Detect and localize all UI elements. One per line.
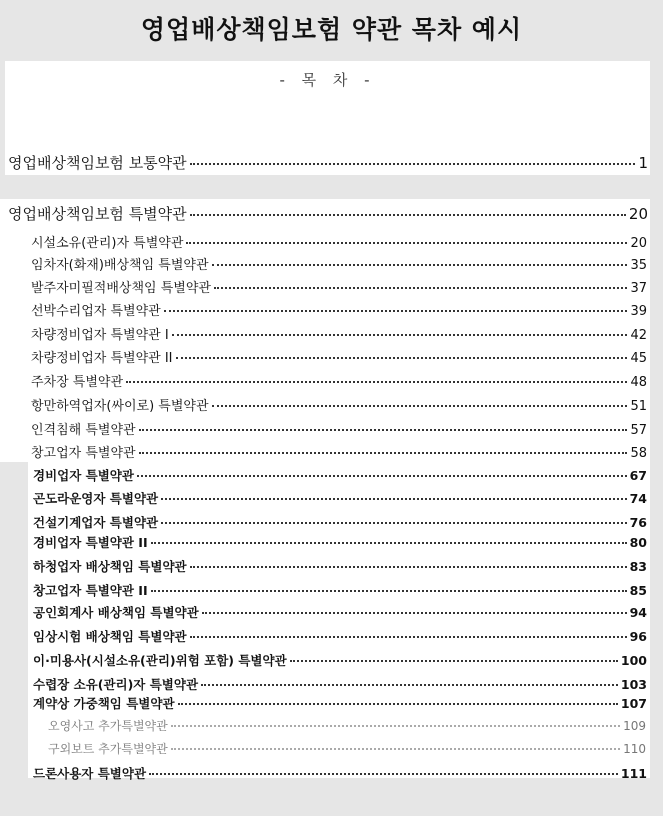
toc-entry [33,651,647,669]
toc-entry [33,581,647,599]
toc-entry-page: 111 [620,766,647,781]
toc-entry-page: 109 [623,719,646,733]
leader-dots [202,602,627,615]
leader-dots [290,650,618,663]
toc-entry-page: 67 [629,468,647,483]
toc-entry [33,764,647,782]
toc-entry-page: 85 [629,583,647,598]
leader-dots [171,738,620,750]
toc-entry [31,254,647,273]
toc-entry-page: 42 [630,328,647,343]
leader-dots [190,626,627,639]
toc-entry [33,694,647,712]
leader-dots [149,763,618,776]
toc-entry-label: 영업배상책임보험 보통약관 [8,154,187,172]
toc-entry-page: 48 [630,375,647,390]
toc-entry-page: 76 [629,515,647,530]
toc-entry-page: 57 [630,423,647,438]
toc-entry-label: 영업배상책임보험 특별약관 [8,205,187,223]
leader-dots [172,323,628,336]
toc-entry-label: 이·미용사(시설소유(관리)위험 포함) 특별약관 [33,653,287,668]
toc-entry [31,277,647,296]
toc-entry-label: 임상시험 배상책임 특별약관 [33,629,187,644]
toc-entry [33,466,647,484]
toc-entry-page: 35 [630,258,647,273]
toc-entry-label: 곤도라운영자 특별약관 [33,491,159,506]
toc-entry-label: 공인회계사 배상책임 특별약관 [33,605,199,620]
toc-entry-label: 건설기계업자 특별약관 [33,515,159,530]
toc-entry-page: 110 [623,742,646,756]
toc-entry [8,152,648,173]
toc-entry-page: 20 [630,236,647,251]
toc-entry-label: 수렵장 소유(관리)자 특별약관 [33,677,199,692]
toc-entry-label: 주차장 특별약관 [31,375,124,390]
leader-dots [190,201,626,216]
toc-entry-label: 임차자(화재)배상책임 특별약관 [31,258,209,273]
toc-entry [48,717,646,734]
leader-dots [161,512,626,525]
toc-entry-page: 103 [620,677,647,692]
leader-dots [190,556,627,569]
toc-entry [33,513,647,531]
toc-entry [33,675,647,693]
toc-entry-label: 차량정비업자 특별약관 I [31,328,169,343]
toc-entry-page: 100 [620,653,647,668]
leader-dots [201,674,618,687]
leader-dots [186,231,627,244]
toc-entry-page: 1 [638,154,648,172]
toc-entry-label: 인격침해 특별약관 [31,423,136,438]
toc-entry [31,232,647,251]
toc-entry-page: 83 [629,559,647,574]
toc-entry [33,557,647,575]
toc-entry-label: 경비업자 특별약관 II [33,535,148,550]
leader-dots [151,580,627,593]
toc-entry-page: 58 [630,446,647,461]
toc-entry-page: 37 [630,281,647,296]
toc-entry-page: 20 [628,205,648,223]
leader-dots [176,346,628,359]
leader-dots [178,693,618,706]
leader-dots [126,370,627,383]
toc-entry [31,419,647,438]
toc-entry [31,371,647,390]
toc-entry-page: 96 [629,629,647,644]
toc-entry [33,627,647,645]
leader-dots [212,394,628,407]
leader-dots [190,150,636,165]
toc-entry-label: 오영사고 추가특별약관 [48,719,168,733]
leader-dots [171,715,620,727]
toc-entry-label: 선박수리업자 특별약관 [31,304,161,319]
toc-entry-page: 74 [629,491,647,506]
page-title: 영업배상책임보험 약관 목차 예시 [140,15,523,44]
toc-entry [33,489,647,507]
toc-entry-label: 발주자미필적배상책임 특별약관 [31,281,211,296]
toc-entry-label: 구외보트 추가특별약관 [48,742,168,756]
leader-dots [139,418,628,431]
toc-entry [31,324,647,343]
toc-entry-page: 80 [629,535,647,550]
leader-dots [151,532,627,545]
toc-entry [31,347,647,366]
toc-entry [48,740,646,757]
leader-dots [137,465,627,478]
toc-entry [8,203,648,224]
leader-dots [161,488,626,501]
leader-dots [164,299,628,312]
toc-entry [31,395,647,414]
toc-entry [31,442,647,461]
toc-entry [33,533,647,551]
toc-entry-label: 드론사용자 특별약관 [33,766,147,781]
toc-entry-page: 107 [620,696,647,711]
leader-dots [212,253,628,266]
toc-entry-label: 계약상 가중책임 특별약관 [33,696,175,711]
leader-dots [139,441,628,454]
toc-entry-label: 시설소유(관리)자 특별약관 [31,236,184,251]
toc-entry-label: 경비업자 특별약관 [33,468,134,483]
toc-entry-page: 51 [630,399,647,414]
toc-entry [31,300,647,319]
toc-entry-label: 창고업자 특별약관 II [33,583,148,598]
toc-entry-label: 창고업자 특별약관 [31,446,136,461]
leader-dots [214,276,628,289]
toc-entry-page: 45 [630,351,647,366]
toc-heading: - 목 차 - [279,71,376,89]
toc-entry-label: 항만하역업자(싸이로) 특별약관 [31,399,209,414]
toc-entry-label: 하청업자 배상책임 특별약관 [33,559,187,574]
toc-entry [33,603,647,621]
toc-entry-page: 39 [630,304,647,319]
toc-entry-label: 차량정비업자 특별약관 II [31,351,173,366]
toc-entry-page: 94 [629,605,647,620]
